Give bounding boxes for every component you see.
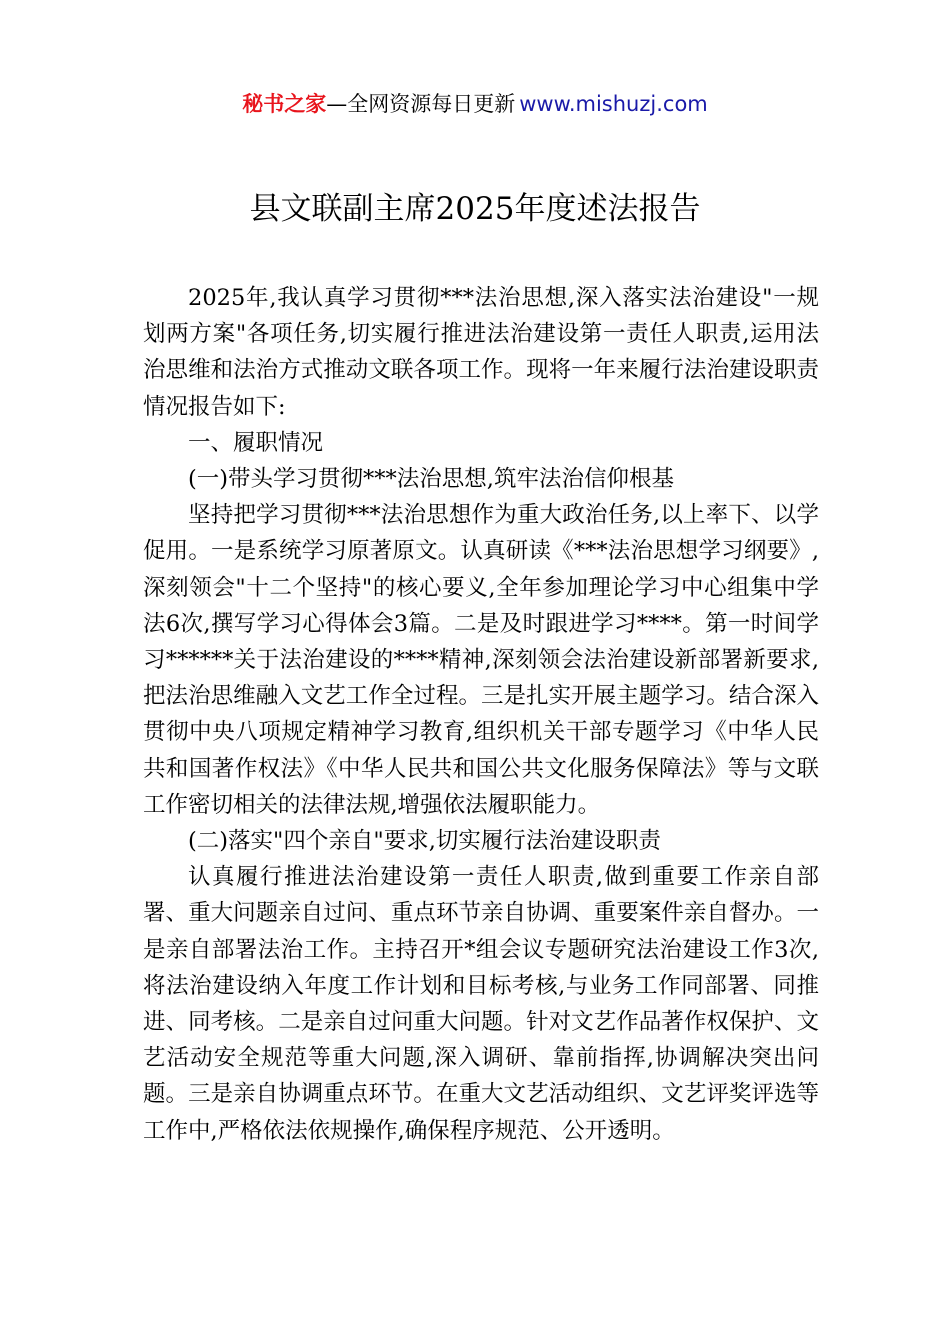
body-paragraph: 坚持把学习贯彻***法治思想作为重大政治任务,以上率下、以学促用。一是系统学习原著原文。认真研读《***法治思想学习纲要》,深刻领会"十二个坚持"的核心要义,全年参加理论学习中心组集中学法6次,撰写学习心得体会3篇。二是及时跟进学习****。第一时间学习******关于法治建设的****精神,深刻领会法治建设新部署新要求,把法治思维融入文艺工作全过程。三是扎实开展主题学习。结合深入贯彻中央八项规定精神学习教育,组织机关干部专题学习《中华人民共和国著作权法》《中华人民共和国公共文化服务保障法》等与文联工作密切相关的法律法规,增强依法履职能力。 xyxy=(143,502,819,818)
site-url-link[interactable]: www.mishuzj.com xyxy=(519,92,708,116)
subsection-heading: (二)落实"四个亲自"要求,切实履行法治建设职责 xyxy=(188,828,661,855)
subsection-heading: (一)带头学习贯彻***法治思想,筑牢法治信仰根基 xyxy=(188,466,674,493)
body-paragraph: 认真履行推进法治建设第一责任人职责,做到重要工作亲自部署、重大问题亲自过问、重点环节亲自协调、重要案件亲自督办。一是亲自部署法治工作。主持召开*组会议专题研究法治建设工作3次,将法治建设纳入年度工作计划和目标考核,与业务工作同部署、同推进、同考核。二是亲自过问重大问题。针对文艺作品著作权保护、文艺活动安全规范等重大问题,深入调研、靠前指挥,协调解决突出问题。三是亲自协调重点环节。在重大文艺活动组织、文艺评奖评选等工作中,严格依法依规操作,确保程序规范、公开透明。 xyxy=(143,864,819,1144)
section-heading: 一、履职情况 xyxy=(188,429,324,456)
header-tagline: —全网资源每日更新 xyxy=(326,92,516,116)
site-header xyxy=(0,88,950,120)
intro-paragraph: 2025年,我认真学习贯彻***法治思想,深入落实法治建设"一规划两方案"各项任务,切实履行推进法治建设第一责任人职责,运用法治思维和法治方式推动文联各项工作。现将一年来履行法治建设职责情况报告如下: xyxy=(143,285,819,420)
document-body xyxy=(143,280,819,1149)
brand-name: 秘书之家 xyxy=(242,92,327,116)
document-title: 县文联副主席2025年度述法报告 xyxy=(249,191,701,227)
